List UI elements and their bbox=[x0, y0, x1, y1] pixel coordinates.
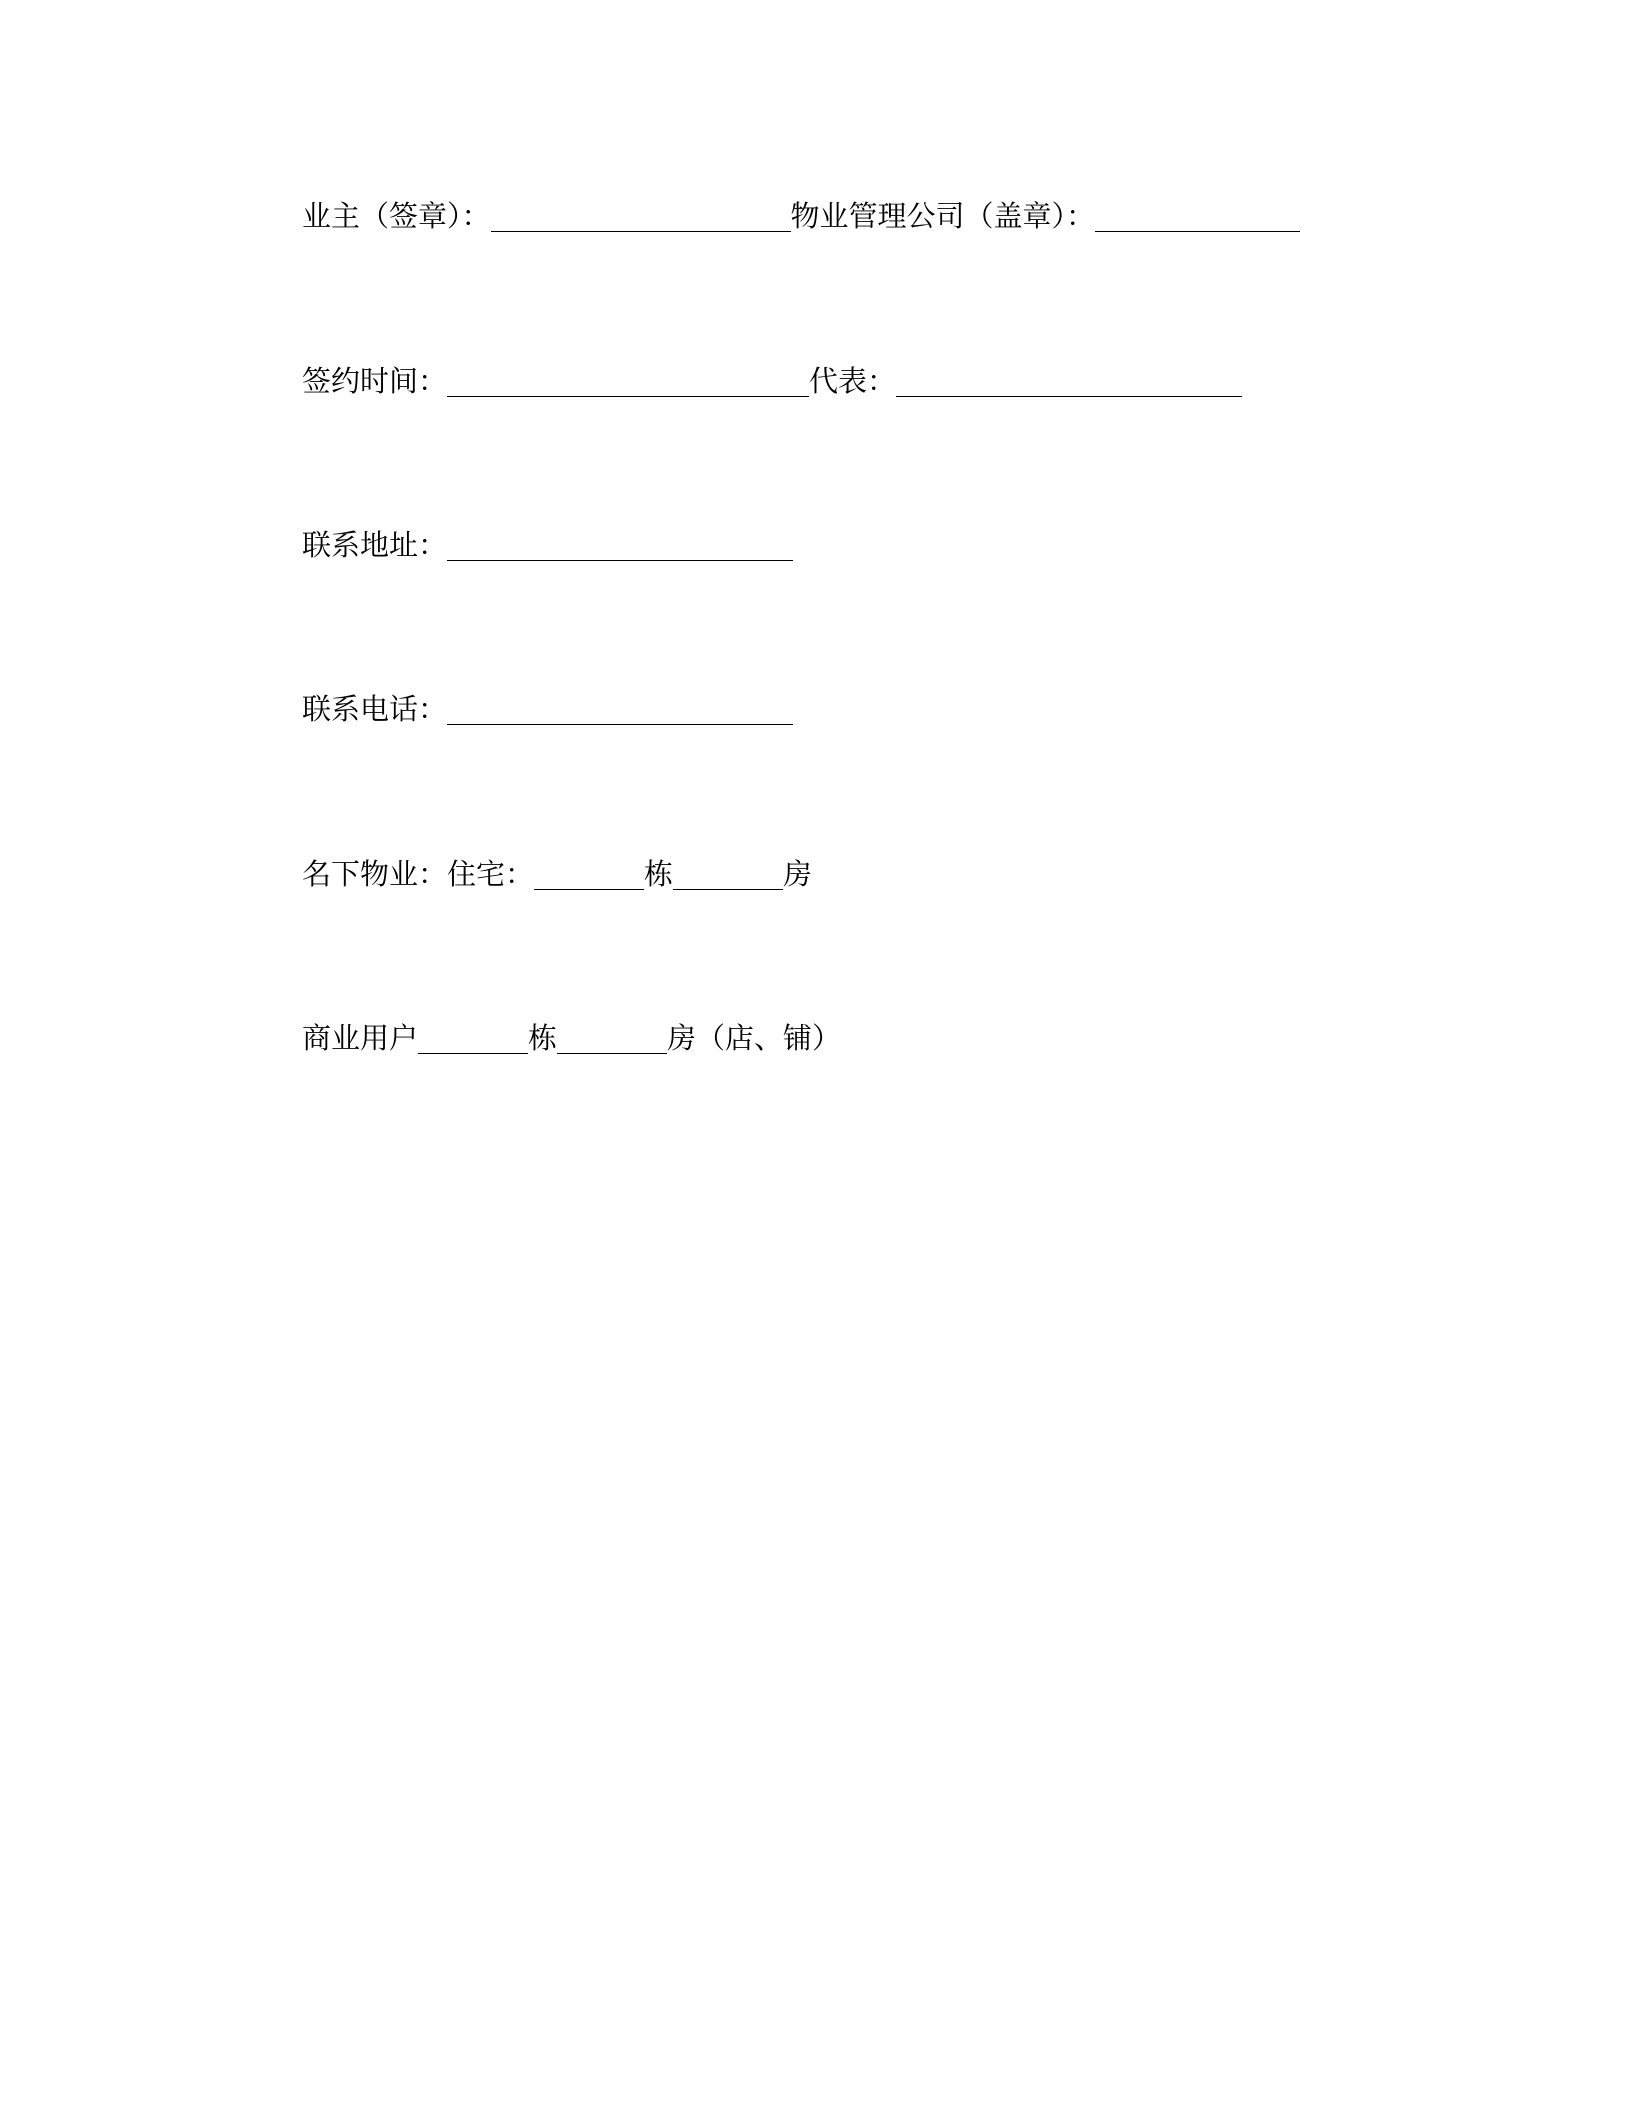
residential-room-blank[interactable] bbox=[673, 859, 783, 890]
sign-date-label: 签约时间： bbox=[302, 364, 448, 398]
address-blank[interactable] bbox=[447, 530, 793, 561]
building-label: 栋 bbox=[644, 857, 674, 891]
date-representative-row bbox=[302, 355, 1242, 401]
commercial-label: 商业用户 bbox=[302, 1021, 419, 1055]
room-label: 房 bbox=[783, 857, 813, 891]
commercial-room-label: 房（店、铺） bbox=[667, 1021, 842, 1055]
phone-blank[interactable] bbox=[447, 694, 793, 725]
commercial-building-label: 栋 bbox=[528, 1021, 558, 1055]
sign-date-blank[interactable] bbox=[447, 366, 809, 397]
owner-signature-blank[interactable] bbox=[491, 201, 791, 232]
representative-blank[interactable] bbox=[896, 366, 1242, 397]
representative-label: 代表： bbox=[809, 364, 897, 398]
address-label: 联系地址： bbox=[302, 528, 448, 562]
owner-label: 业主（签章）： bbox=[302, 199, 491, 233]
property-label: 名下物业：住宅： bbox=[302, 857, 535, 891]
commercial-property-row bbox=[302, 1012, 841, 1058]
phone-label: 联系电话： bbox=[302, 692, 448, 726]
commercial-building-blank[interactable] bbox=[418, 1023, 528, 1054]
phone-row bbox=[302, 683, 793, 729]
address-row bbox=[302, 519, 793, 565]
residential-property-row bbox=[302, 848, 812, 894]
company-seal-blank[interactable] bbox=[1095, 201, 1300, 232]
company-label: 物业管理公司（盖章）： bbox=[790, 199, 1096, 233]
residential-building-blank[interactable] bbox=[534, 859, 644, 890]
commercial-room-blank[interactable] bbox=[557, 1023, 667, 1054]
signature-row bbox=[302, 190, 1300, 236]
